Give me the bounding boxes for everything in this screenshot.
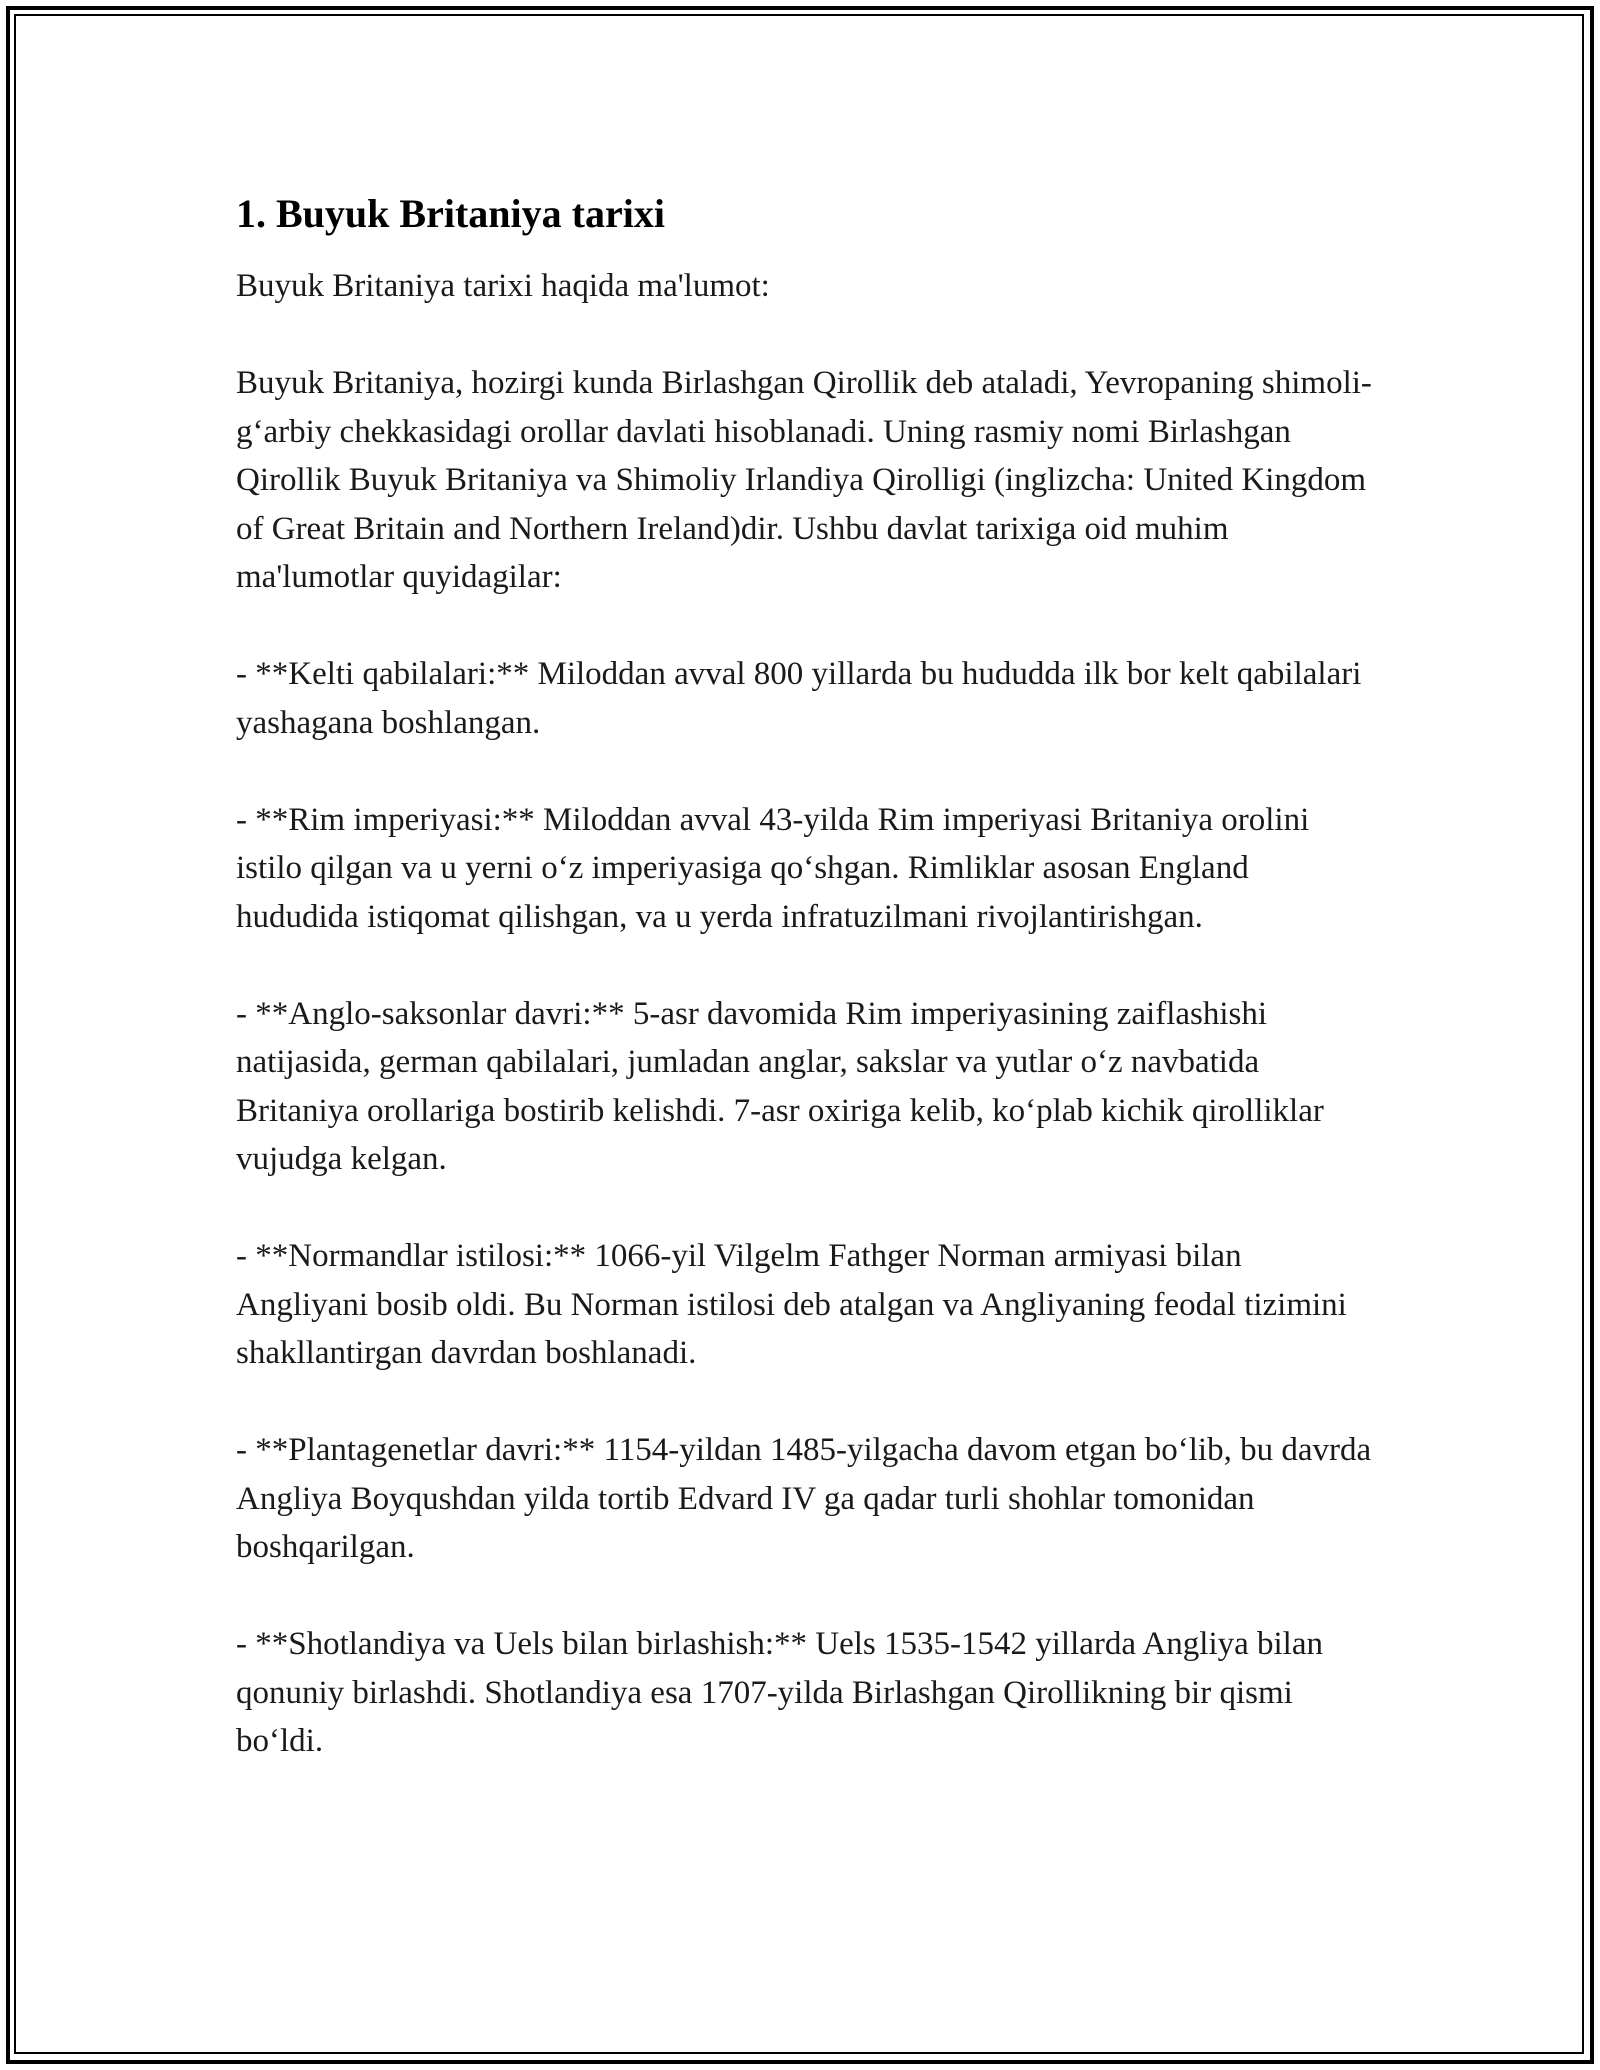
history-item-celts: - **Kelti qabilalari:** Miloddan avval 800 yillarda bu hududda ilk bor kelt qabilalari yashagana boshlangan.	[236, 656, 1362, 741]
history-item-anglo-saxons: - **Anglo-saksonlar davri:** 5-asr davomida Rim imperiyasining zaiflashishi natijasida, german qabilalari, jumladan anglar, sakslar va yutlar o‘z navbatida Britaniya orollariga bostirib kelishdi. 7-asr oxiriga kelib, ko‘plab kichik qirolliklar vujudga kelgan.	[236, 995, 1324, 1177]
history-item-union-scotland-wales: - **Shotlandiya va Uels bilan birlashish:** Uels 1535-1542 yillarda Angliya bilan qonuniy birlashdi. Shotlandiya esa 1707-yilda Birlashgan Qirollikning bir qismi bo‘ldi.	[236, 1626, 1324, 1759]
intro-line: Buyuk Britaniya tarixi haqida ma'lumot:	[236, 268, 770, 304]
document-body	[236, 186, 1376, 1814]
history-item-plantagenets: - **Plantagenetlar davri:** 1154-yildan 1485-yilgacha davom etgan bo‘lib, bu davrda Angliya Boyqushdan yilda tortib Edvard IV ga qadar turli shohlar tomonidan boshqarilgan.	[236, 1432, 1372, 1565]
history-item-roman-empire: - **Rim imperiyasi:** Miloddan avval 43-yilda Rim imperiyasi Britaniya orolini istilo qilgan va u yerni o‘z imperiyasiga qo‘shgan. Rimliklar asosan England hududida istiqomat qilishgan, va u yerda infratuzilmani rivojlantirishgan.	[236, 801, 1310, 935]
document-heading: 1. Buyuk Britaniya tarixi	[236, 191, 665, 236]
intro-paragraph: Buyuk Britaniya, hozirgi kunda Birlashgan Qirollik deb ataladi, Yevropaning shimoli-g‘arbiy chekkasidagi orollar davlati hisoblanadi. Uning rasmiy nomi Birlashgan Qirollik Buyuk Britaniya va Shimoliy Irlandiya Qirolligi (inglizcha: United Kingdom of Great Britain and Northern Ireland)dir. Ushbu davlat tarixiga oid muhim ma'lumotlar quyidagilar:	[236, 365, 1372, 595]
history-item-norman-conquest: - **Normandlar istilosi:** 1066-yil Vilgelm Fathger Norman armiyasi bilan Angliyani bosib oldi. Bu Norman istilosi deb atalgan va Angliyaning feodal tizimini shakllantirgan davrdan boshlanadi.	[236, 1238, 1347, 1371]
